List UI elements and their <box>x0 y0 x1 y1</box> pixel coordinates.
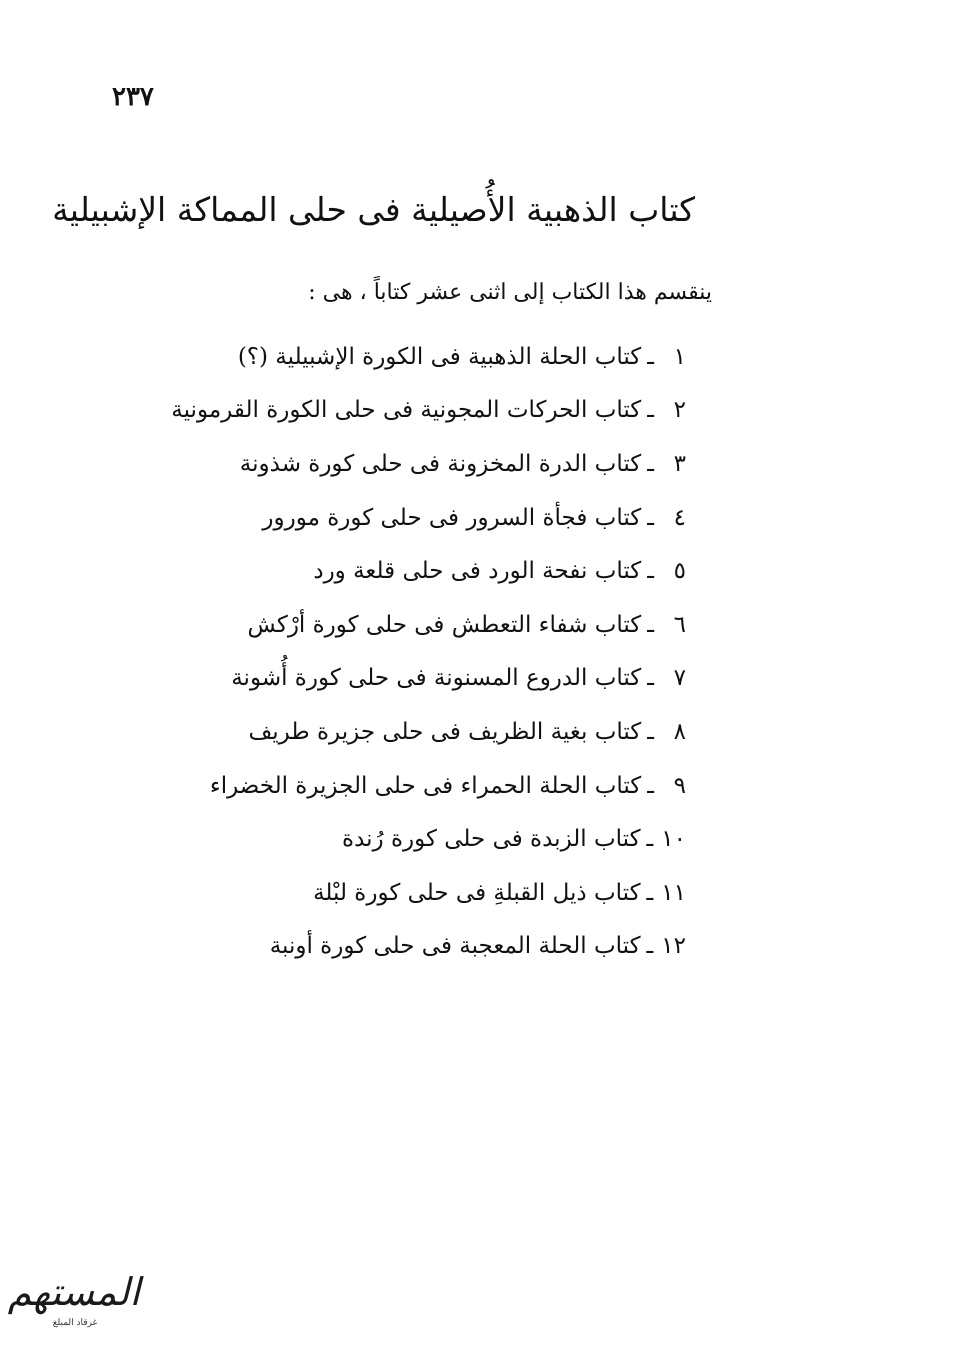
list-item <box>171 705 686 759</box>
book-number: ١١ <box>661 879 686 906</box>
list-item <box>171 759 686 813</box>
page-number: ٢٣٧ <box>112 82 154 112</box>
book-dash: ـ <box>647 718 654 745</box>
book-dash: ـ <box>647 772 654 799</box>
book-title: كتاب الحركات المجونية فى حلى الكورة القرمونية <box>171 397 642 424</box>
list-item <box>171 437 686 491</box>
book-number: ٤ <box>673 504 686 531</box>
book-title: كتاب الدروع المسنونة فى حلى كورة أُشونة <box>231 665 642 692</box>
list-item <box>171 491 686 545</box>
book-title: كتاب الزبدة فى حلى كورة رُندة <box>342 826 641 853</box>
book-dash: ـ <box>647 558 654 585</box>
book-title: كتاب الحلة الحمراء فى حلى الجزيرة الخضراء <box>209 772 642 799</box>
list-item <box>171 384 686 438</box>
book-dash: ـ <box>647 665 654 692</box>
book-number: ٩ <box>673 772 686 799</box>
book-number: ٦ <box>673 611 686 638</box>
list-item <box>171 652 686 706</box>
list-item <box>171 812 686 866</box>
list-item <box>171 866 686 920</box>
book-dash: ـ <box>646 879 654 906</box>
page-title: كتاب الذهبية الأُصيلية فى حلى المماكة الإشبيلية <box>52 190 695 229</box>
book-number: ٣ <box>673 450 686 477</box>
book-number: ١٠ <box>661 826 686 853</box>
book-list <box>171 330 686 973</box>
list-item <box>171 330 686 384</box>
stamp-main-text: المستهم <box>7 1270 140 1314</box>
list-item <box>171 920 686 974</box>
book-title: كتاب الحلة المعجبة فى حلى كورة أونبة <box>269 933 641 960</box>
book-number: ٧ <box>673 665 686 692</box>
book-title: كتاب ذيل القبلةِ فى حلى كورة لبْلة <box>313 879 641 906</box>
book-dash: ـ <box>646 826 654 853</box>
book-dash: ـ <box>646 933 654 960</box>
list-item <box>171 544 686 598</box>
book-title: كتاب فجأة السرور فى حلى كورة مورور <box>262 504 642 531</box>
book-title: كتاب بغية الظريف فى حلى جزيرة طريف <box>248 718 642 745</box>
book-dash: ـ <box>647 611 654 638</box>
list-item <box>171 598 686 652</box>
book-dash: ـ <box>647 343 654 370</box>
book-title: كتاب الحلة الذهبية فى الكورة الإشبيلية (؟) <box>237 343 642 370</box>
book-dash: ـ <box>647 397 654 424</box>
library-stamp <box>7 1262 140 1342</box>
book-dash: ـ <box>647 504 654 531</box>
book-title: كتاب الدرة المخزونة فى حلى كورة شذونة <box>239 450 642 477</box>
book-number: ٢ <box>673 397 686 424</box>
stamp-sub-text: غرقاد المبلغ <box>52 1318 98 1328</box>
book-number: ١ <box>673 343 686 370</box>
book-number: ٨ <box>673 718 686 745</box>
book-dash: ـ <box>647 450 654 477</box>
intro-line: ينقسم هذا الكتاب إلى اثنى عشر كتاباً ، هى : <box>308 280 712 305</box>
book-number: ١٢ <box>661 933 686 960</box>
book-number: ٥ <box>673 558 686 585</box>
book-title: كتاب شفاء التعطش فى حلى كورة أرْكش <box>247 611 642 638</box>
book-title: كتاب نفحة الورد فى حلى قلعة ورد <box>313 558 642 585</box>
